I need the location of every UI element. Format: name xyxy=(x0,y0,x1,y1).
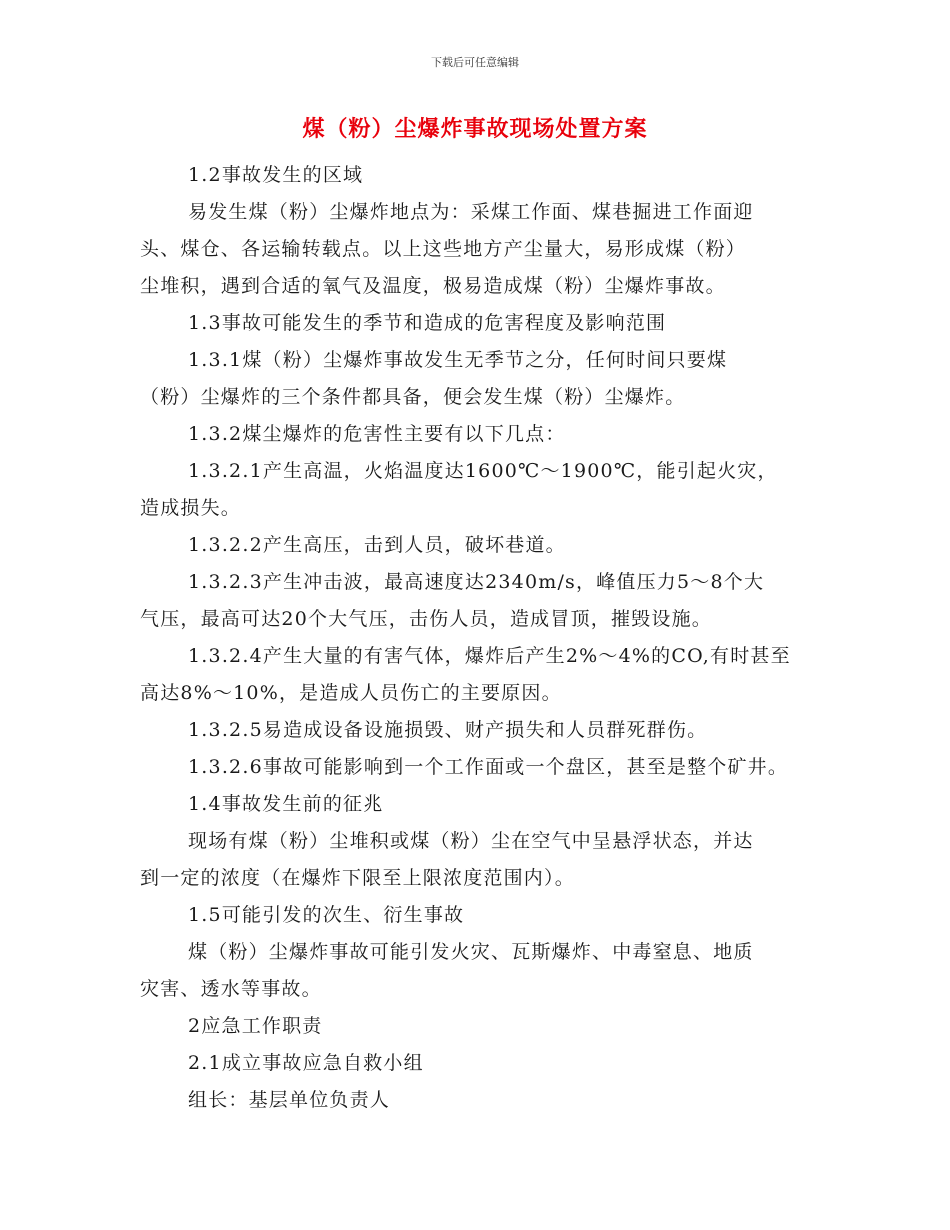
paragraph-line: 1.3.2.6事故可能影响到一个工作面或一个盘区，甚至是整个矿井。 xyxy=(188,756,789,778)
paragraph-line: 1.3.2.5易造成设备设施损毁、财产损失和人员群死群伤。 xyxy=(188,719,708,741)
paragraph-line: 组长：基层单位负责人 xyxy=(188,1089,391,1111)
paragraph-line: 高达8%～10%，是造成人员伤亡的主要原因。 xyxy=(140,682,562,704)
paragraph-line: 1.3.2.3产生冲击波，最高速度达2340m/s，峰值压力5～8个大 xyxy=(188,571,765,593)
paragraph-line: 2.1成立事故应急自救小组 xyxy=(188,1052,424,1074)
paragraph-line: 到一定的浓度（在爆炸下限至上限浓度范围内）。 xyxy=(140,867,575,889)
document-title: 煤（粉）尘爆炸事故现场处置方案 xyxy=(302,117,648,142)
paragraph-line: 1.3.2.2产生高压，击到人员，破坏巷道。 xyxy=(188,534,566,556)
paragraph-line: 1.3.2.4产生大量的有害气体，爆炸后产生2%～4%的CO,有时甚至 xyxy=(188,645,791,667)
paragraph-line: （粉）尘爆炸的三个条件都具备，便会发生煤（粉）尘爆炸。 xyxy=(140,386,686,408)
paragraph-line: 易发生煤（粉）尘爆炸地点为：采煤工作面、煤巷掘进工作面迎 xyxy=(188,201,754,223)
paragraph-line: 2应急工作职责 xyxy=(188,1015,323,1037)
paragraph-line: 1.3事故可能发生的季节和造成的危害程度及影响范围 xyxy=(188,312,667,334)
paragraph-line: 1.3.2煤尘爆炸的危害性主要有以下几点： xyxy=(188,423,566,445)
paragraph-line: 1.5可能引发的次生、衍生事故 xyxy=(188,904,465,926)
paragraph-line: 1.3.2.1产生高温，火焰温度达1600℃～1900℃，能引起火灾， xyxy=(188,460,778,482)
paragraph-line: 1.4事故发生前的征兆 xyxy=(188,793,384,815)
paragraph-line: 尘堆积，遇到合适的氧气及温度，极易造成煤（粉）尘爆炸事故。 xyxy=(140,275,726,297)
paragraph-line: 煤（粉）尘爆炸事故可能引发火灾、瓦斯爆炸、中毒窒息、地质 xyxy=(188,941,754,963)
paragraph-line: 1.3.1煤（粉）尘爆炸事故发生无季节之分，任何时间只要煤 xyxy=(188,349,728,371)
paragraph-line: 造成损失。 xyxy=(140,497,242,519)
paragraph-line: 1.2事故发生的区域 xyxy=(188,164,364,186)
paragraph-line: 灾害、透水等事故。 xyxy=(140,978,322,1000)
paragraph-line: 头、煤仓、各运输转载点。以上这些地方产尘量大，易形成煤（粉） xyxy=(140,238,747,260)
header-note: 下载后可任意编辑 xyxy=(431,56,519,69)
document-body xyxy=(140,157,840,1119)
paragraph-line: 气压，最高可达20个大气压，击伤人员，造成冒顶，摧毁设施。 xyxy=(140,608,712,630)
paragraph-line: 现场有煤（粉）尘堆积或煤（粉）尘在空气中呈悬浮状态，并达 xyxy=(188,830,754,852)
